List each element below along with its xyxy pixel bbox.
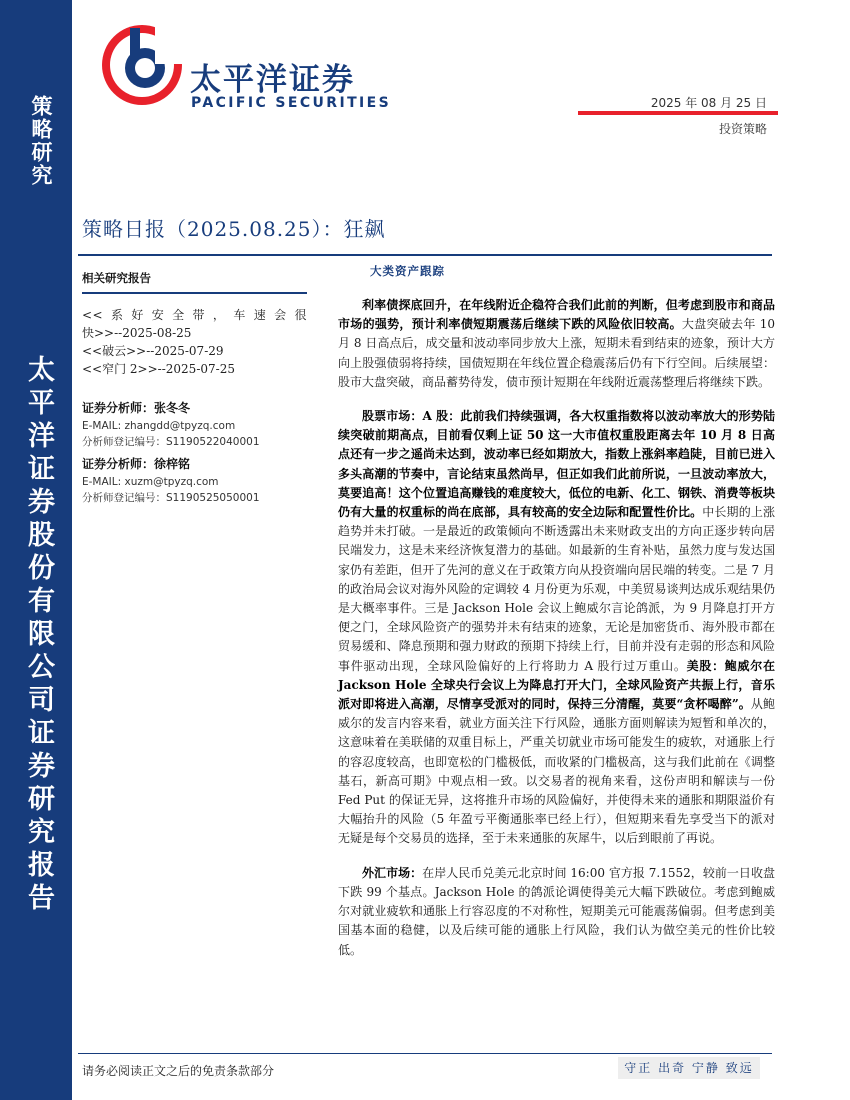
related-divider <box>82 292 307 294</box>
analyst-block <box>82 398 307 450</box>
analyst-block <box>82 454 307 506</box>
title-divider <box>78 254 772 256</box>
analyst-name: 证券分析师：徐梓铭 <box>82 456 191 471</box>
pacific-securities-logo-icon <box>95 18 185 110</box>
footer-divider <box>78 1053 772 1054</box>
paragraph-text: 中长期的上涨趋势并未打破。一是最近的政策倾向不断透露出未来财政支出的方向正逐步转向居民端发力，这是未来经济恢复潜力的基础。如最新的生育补贴，虽然力度与发达国家仍有差距，但开了先河的意义在于政策方向从投资端向居民端的转变。二是 7 月的政治局会议对海外风险的定调较 4 月份更为乐观，中美贸易谈判达成乐观结果仍是大概率事件。三是 Jackson Hole 会议上鲍威尔言论鸽派，为 9 月降息打开方便之门，全球风险资产的强势并未有结束的迹象，无论是加密货币、海外股市都在贸易缓和、降息预期和强力财政的预期下持续上行，目前并没有走弱的形态和风险事件驱动出现，全球风险偏好的上行将助力 A 股行过万重山。 <box>338 505 775 673</box>
report-date: 2025 年 08 月 25 日 <box>650 96 767 110</box>
left-column <box>82 270 307 506</box>
main-body <box>338 296 775 975</box>
paragraph-bold-lead: 股票市场：A 股：此前我们持续强调，各大权重指数将以波动率放大的形势陆续突破前期高点，目前看仅剩上证 50 这一大市值权重股距离去年 10 月 8 日高点还有一步之遥尚未达到，波动率已经如期放大，指数上涨斜率趋陡，目前已进入多头高潮的节奏中，言论结束虽然尚早，但正如我们此前所说，一旦波动率放大，莫要追高！这个位置追高赚钱的难度较大，低位的电新、化工、钢铁、消费等板块仍有大量的权重标的尚在底部，具有较高的安全边际和配置性价比。 <box>338 409 775 520</box>
paragraph-text: 从鲍威尔的发言内容来看，就业方面关注下行风险，通胀方面则解读为短暂和单次的，这意味着在美联储的双重目标上，严重关切就业市场可能发生的疲软，对通胀上行的容忍度较高，也即宽松的门槛极低，而收紧的门槛极高，这与我们此前在《调整基石，新高可期》中观点相一致。以交易者的视角来看，这份声明和解读与一份 Fed Put 的保证无异，这将推升市场的风险偏好，并使得未来的通胀和期限溢价有大幅抬升的风险（5 年盈亏平衡通胀率已经上行），但短期来看先享受当下的派对无疑是每个交易员的选择，至于未来通胀的灰犀牛，以后到眼前了再说。 <box>338 697 775 846</box>
paragraph-text: 在岸人民币兑美元北京时间 16:00 官方报 7.1552，较前一日收盘下跌 99 个基点。Jackson Hole 的鸽派论调使得美元大幅下跌破位。考虑到鲍威尔对就业疲软和通胀上行容忍度的不对称性，短期美元可能震荡偏弱。但考虑到美国基本面的稳健，以及后续可能的通胀上行风险，我们认为做空美元的性价比较低。 <box>338 865 775 957</box>
analyst-email[interactable]: E-MAIL: xuzm@tpyzq.com <box>82 475 219 488</box>
related-report-item[interactable]: <<窄门 2>>--2025-07-25 <box>82 361 235 376</box>
paragraph-bold-us-stocks: 美股：鲍威尔在 Jackson Hole 全球央行会议上为降息打开大门，全球风险资产共振上行，音乐派对即将进入高潮，尽情享受派对的同时，保持三分清醒，莫要“贪杯喝醉”。 <box>338 658 775 712</box>
footer-motto: 守正 出奇 宁静 致远 <box>618 1057 760 1079</box>
section-heading: 大类资产跟踪 <box>370 264 445 278</box>
analyst-registration: 分析师登记编号：S1190522040001 <box>82 435 260 448</box>
date-divider <box>578 111 778 115</box>
paragraph-rates <box>338 296 775 392</box>
analyst-registration: 分析师登记编号：S1190525050001 <box>82 491 260 504</box>
footer-disclaimer: 请务必阅读正文之后的免责条款部分 <box>82 1064 275 1078</box>
related-report-item[interactable]: 快>>--2025-08-25 <box>82 325 192 340</box>
related-report-item[interactable]: <<破云>>--2025-07-29 <box>82 343 224 358</box>
brand-name-cn: 太平洋证券 <box>190 62 355 98</box>
paragraph-fx <box>338 864 775 960</box>
page-title: 策略日报（2025.08.25）：狂飙 <box>82 217 386 241</box>
paragraph-equities <box>338 407 775 849</box>
sidebar-top-label: 策略研究 <box>29 95 54 187</box>
left-sidebar <box>0 0 72 1100</box>
analyst-email[interactable]: E-MAIL: zhangdd@tpyzq.com <box>82 419 236 432</box>
related-reports-heading: 相关研究报告 <box>82 271 151 285</box>
brand-name-en: PACIFIC SECURITIES <box>191 95 392 111</box>
report-category: 投资策略 <box>718 122 767 136</box>
paragraph-bold-lead: 外汇市场： <box>362 865 423 880</box>
paragraph-bold-lead: 利率债探底回升，在年线附近企稳符合我们此前的判断，但考虑到股市和商品市场的强势，预计利率债短期震荡后继续下跌的风险依旧较高。 <box>338 298 775 332</box>
paragraph-text: 大盘突破去年 10 月 8 日高点后，成交量和波动率同步放大上涨，短期未看到结束的迹象，预计大方向上股强债弱将持续，国债短期在年线位置企稳震荡后仍有下行空间。后续展望：股市大盘突破，商品蓄势待发，债市预计短期在年线附近震荡整理后将继续下跌。 <box>338 317 775 389</box>
analyst-name: 证券分析师：张冬冬 <box>82 400 191 415</box>
sidebar-company-label: 太平洋证券股份有限公司证券研究报告 <box>23 355 54 916</box>
related-report-item[interactable]: <<系好安全带，车速会很 <box>82 307 307 322</box>
